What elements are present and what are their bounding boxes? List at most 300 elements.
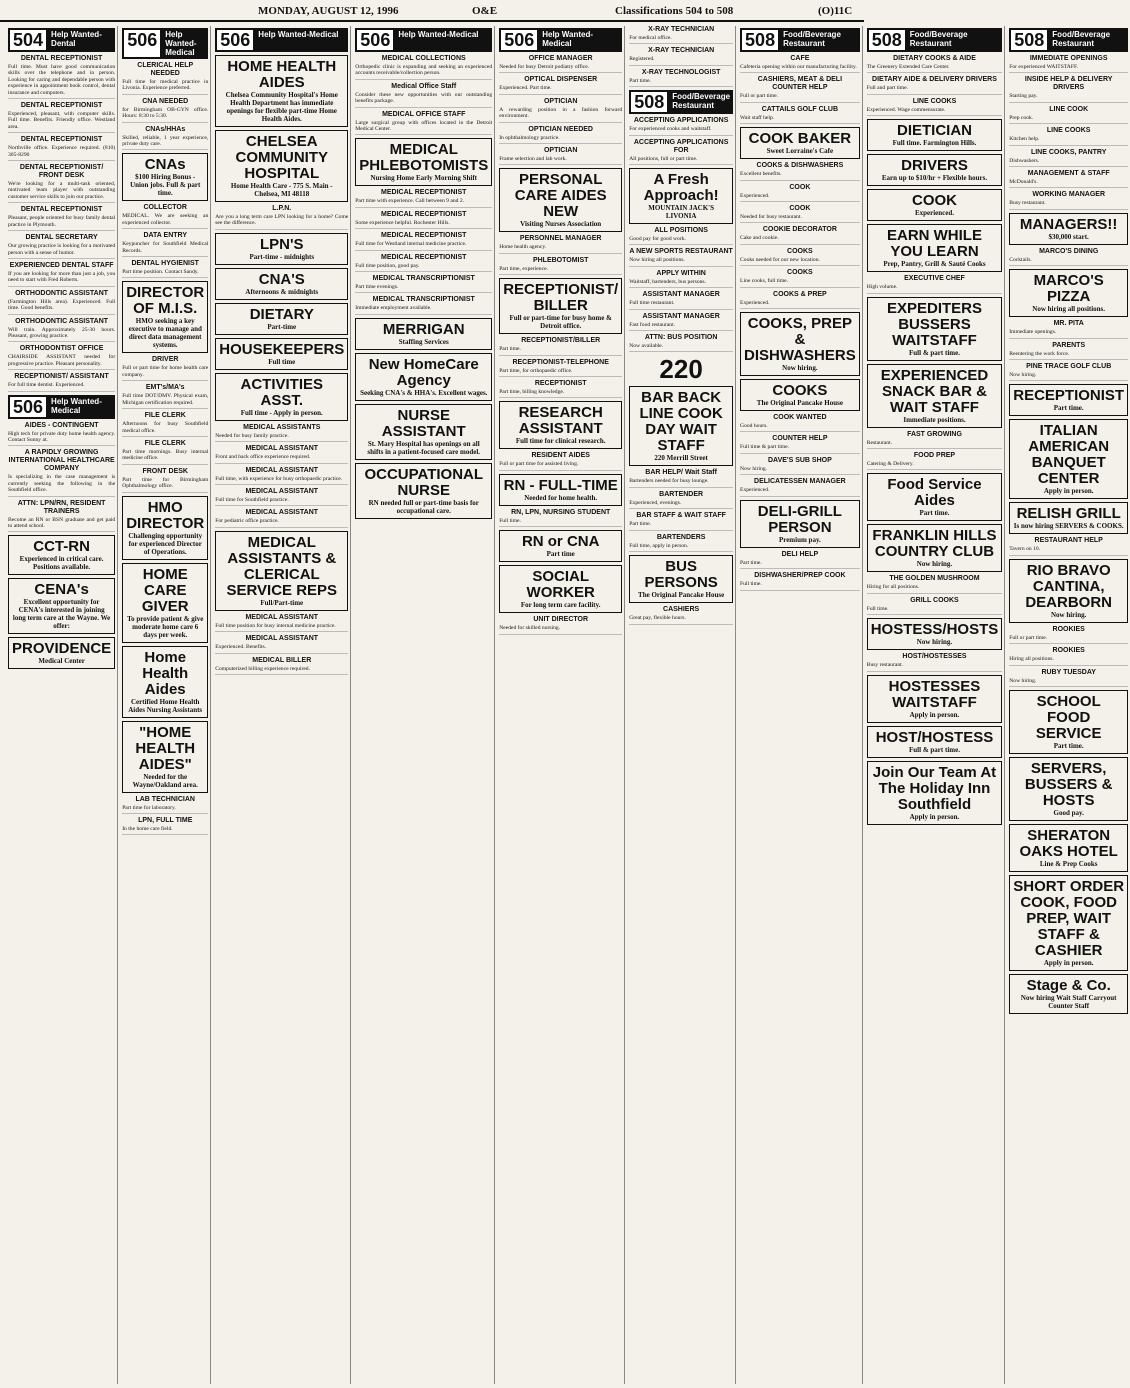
ad-body: Our growing practice is looking for a motivated person with a sense of humor. bbox=[8, 243, 116, 256]
ad-body: Cooks needed for our new location. bbox=[740, 256, 820, 263]
ad-body: Full time. bbox=[499, 517, 521, 524]
display-ad bbox=[499, 565, 622, 613]
ad-body: Full time position, good pay. bbox=[355, 262, 420, 269]
classified-ad bbox=[1009, 55, 1128, 73]
classified-ad bbox=[740, 106, 860, 124]
display-ad-title: MARCO'S PIZZA bbox=[1033, 272, 1104, 306]
column bbox=[738, 26, 863, 1384]
ad-title: COOKS & PREP bbox=[773, 290, 827, 298]
ad-body: Part time, for orthopaedic office. bbox=[499, 367, 573, 374]
display-ad-body: Needed for home health. bbox=[524, 493, 598, 502]
section-number: 506 bbox=[499, 28, 539, 52]
ad-title: X-RAY TECHNICIAN bbox=[648, 26, 715, 33]
display-ad-title: CHELSEA COMMUNITY HOSPITAL bbox=[235, 133, 329, 182]
display-ad-body: Apply in person. bbox=[1043, 487, 1094, 496]
classified-ad bbox=[122, 468, 208, 493]
classified-ad bbox=[740, 414, 860, 432]
display-ad-body: Part time. bbox=[1053, 404, 1084, 413]
ad-body: Part time evenings. bbox=[355, 284, 399, 291]
ad-title: CNAs/HHAs bbox=[145, 125, 186, 133]
ad-body: Experienced. bbox=[740, 299, 770, 306]
ad-body: Now hiring. bbox=[1009, 372, 1037, 379]
display-ad-body: St. Mary Hospital has openings on all shifts in a patient-focused care model. bbox=[367, 439, 481, 456]
classified-ad bbox=[740, 162, 860, 180]
ad-body: Experienced. Wage commensurate. bbox=[866, 106, 946, 113]
classified-ad bbox=[355, 254, 492, 272]
display-ad bbox=[867, 364, 1003, 428]
classified-ad bbox=[1009, 127, 1128, 145]
ad-title: COOKS bbox=[787, 269, 813, 277]
classified-ad bbox=[355, 189, 492, 207]
ad-title: DIETARY COOKS & AIDE bbox=[893, 55, 976, 62]
display-ad bbox=[1009, 269, 1128, 317]
ad-body: Good hours. bbox=[740, 423, 768, 430]
display-ad bbox=[867, 154, 1003, 186]
ad-title: DISHWASHER/PREP COOK bbox=[754, 572, 846, 580]
display-ad-body: $100 Hiring Bonus - Union jobs. Full & part time. bbox=[130, 173, 201, 198]
display-ad bbox=[355, 138, 492, 186]
ad-body: Experienced. bbox=[740, 192, 770, 199]
display-ad-title: EARN WHILE YOU LEARN bbox=[886, 227, 982, 261]
display-ad-title: SOCIAL WORKER bbox=[526, 568, 595, 602]
ad-title: L.P.N. bbox=[272, 205, 292, 212]
display-ad-title: CNA'S bbox=[258, 270, 305, 288]
ad-title: DATA ENTRY bbox=[143, 232, 187, 240]
display-ad-body: Now hiring. bbox=[916, 638, 953, 647]
display-ad bbox=[355, 353, 492, 401]
ad-title: ALL POSITIONS bbox=[654, 227, 708, 235]
ad-body: (Farmington Hills area). Experienced. Full time. Good benefits. bbox=[8, 298, 116, 312]
classified-ad bbox=[215, 509, 348, 527]
display-ad-title: HOME HEALTH AIDES bbox=[227, 58, 337, 91]
ad-body: Kitchen help. bbox=[1009, 136, 1040, 143]
classified-ad bbox=[355, 275, 492, 293]
ad-title: A RAPIDLY GROWING INTERNATIONAL HEALTHCARE COMPANY bbox=[8, 449, 115, 473]
ad-body: Busy restaurant. bbox=[1009, 200, 1046, 207]
classified-ad bbox=[499, 380, 622, 398]
display-ad bbox=[355, 404, 492, 460]
ad-title: LINE COOKS bbox=[1046, 127, 1091, 135]
ad-body: If you are looking for more than just a job, you need to start with Fred Roberts. bbox=[8, 270, 116, 284]
ad-body: Part time. bbox=[740, 559, 762, 566]
display-ad-body: Full time bbox=[268, 357, 296, 366]
column bbox=[865, 26, 1006, 1384]
ad-body: All positions, full or part time. bbox=[629, 155, 698, 162]
ad-title: ORTHODONTIC ASSISTANT bbox=[15, 317, 109, 325]
classified-ad bbox=[1009, 342, 1128, 360]
ad-body: Northville office. Experience required. (810) 305-8290 bbox=[8, 145, 116, 158]
display-ad bbox=[629, 386, 733, 466]
display-ad-body: Needed for the Wayne/Oakland area. bbox=[132, 772, 198, 789]
display-ad-body: Full & part time. bbox=[909, 348, 960, 357]
ad-title: ASSISTANT MANAGER bbox=[642, 312, 720, 320]
ad-title: DAVE'S SUB SHOP bbox=[767, 456, 832, 464]
ad-body: Waitstaff, bartenders, bus persons. bbox=[629, 278, 707, 285]
ad-title: MARCO'S DINING bbox=[1039, 247, 1099, 255]
display-ad-title: "HOME HEALTH AIDES" bbox=[135, 723, 196, 773]
section-label: Food/Beverage Restaurant bbox=[672, 92, 731, 111]
display-ad bbox=[1009, 824, 1128, 872]
display-ad-title: COOKS, PREP & DISHWASHERS bbox=[744, 315, 856, 365]
classified-ad bbox=[215, 445, 348, 463]
ad-body: Catering & Delivery. bbox=[866, 461, 914, 468]
ad-body: Now hiring. bbox=[1009, 677, 1037, 684]
ad-body: Pleasant, people oriented for busy family dental practice in Plymouth. bbox=[8, 215, 116, 228]
section-header bbox=[867, 28, 1003, 52]
ad-title: MEDICAL OFFICE STAFF bbox=[382, 110, 466, 118]
ad-title: GRILL COOKS bbox=[910, 596, 959, 604]
ad-body: Full time for Southfield practice. bbox=[215, 497, 289, 504]
section-label: Food/Beverage Restaurant bbox=[783, 30, 841, 48]
ad-body: Front and back office experience required. bbox=[215, 454, 311, 461]
display-ad-title: DRIVERS bbox=[901, 157, 968, 175]
ad-title: COOK bbox=[789, 183, 811, 191]
display-ad-title: A Fresh Approach! bbox=[643, 171, 719, 205]
classified-ad bbox=[867, 76, 1003, 94]
classified-ad bbox=[629, 469, 733, 487]
ad-title: MEDICAL BILLER bbox=[252, 656, 312, 664]
display-ad-title: RIO BRAVO CANTINA, DEARBORN bbox=[1025, 561, 1113, 611]
display-ad-body: Now hiring all positions. bbox=[1032, 305, 1106, 314]
section-label: Help Wanted-Medical bbox=[398, 30, 479, 39]
ad-title: MEDICAL RECEPTIONIST bbox=[381, 253, 467, 261]
ad-body: Become an RN or BSN graduate and get paid to attend school. bbox=[8, 516, 116, 529]
display-ad bbox=[867, 224, 1003, 272]
display-ad-body: Chelsea Community Hospital's Home Health Department has immediate openings for flexible part-time Home Health Aides. bbox=[225, 91, 338, 123]
display-ad-title: CCT-RN bbox=[33, 538, 90, 556]
ad-body: Full or part time for home health care company. bbox=[122, 365, 209, 378]
display-ad bbox=[1009, 690, 1128, 754]
display-ad-body: Apply in person. bbox=[909, 710, 960, 719]
display-ad bbox=[499, 401, 622, 449]
ad-body: High tech for private duty home health agency. Contact Sunny at. bbox=[8, 430, 116, 443]
display-ad-title: CNAs bbox=[144, 156, 186, 174]
page-header bbox=[0, 4, 864, 22]
classified-ad bbox=[122, 356, 208, 381]
classified-ad bbox=[122, 384, 208, 409]
ad-body: MEDICAL. We are seeking an experienced collector. bbox=[122, 213, 209, 226]
ad-body: For experienced WAITSTAFF. bbox=[1009, 64, 1079, 70]
ad-body: Part time for Birmingham Ophthalmology office. bbox=[122, 476, 209, 490]
ad-body: McDonald's. bbox=[1009, 179, 1038, 186]
ad-title: MANAGEMENT & STAFF bbox=[1027, 170, 1110, 178]
ad-body: Part time, billing knowledge. bbox=[499, 389, 565, 396]
ad-body: Prep cook. bbox=[1009, 114, 1034, 121]
ad-body: Experienced. Part time. bbox=[499, 85, 552, 92]
ad-title: COOKS & DISHWASHERS bbox=[756, 162, 844, 170]
ad-body: Needed for skilled nursing. bbox=[499, 625, 561, 632]
ad-title: OPTICIAN bbox=[543, 97, 578, 105]
ad-body: Full time. bbox=[866, 605, 889, 612]
display-ad-body: Is now hiring SERVERS & COOKS. bbox=[1013, 522, 1124, 531]
classified-ad bbox=[122, 98, 208, 123]
display-ad-title: RESEARCH ASSISTANT bbox=[518, 404, 603, 438]
ad-body: Part time with experience. Call between 9 and 2. bbox=[355, 198, 465, 205]
ad-title: RESIDENT AIDES bbox=[531, 452, 590, 460]
section-label: Help Wanted-Medical bbox=[542, 30, 594, 48]
ad-body: Great pay, flexible hours. bbox=[629, 615, 686, 622]
display-ad-body: Medical Center bbox=[38, 657, 85, 666]
classified-ad bbox=[629, 291, 733, 309]
display-ad-body: HMO seeking a key executive to manage and direct data management systems. bbox=[128, 317, 202, 350]
display-ad-body: Part-time bbox=[267, 322, 297, 331]
ad-title: A NEW SPORTS RESTAURANT bbox=[629, 248, 733, 256]
ad-title: PINE TRACE GOLF CLUB bbox=[1026, 363, 1112, 371]
classified-ad bbox=[499, 147, 622, 165]
ad-title: ATTN: LPN/RN, RESIDENT TRAINERS bbox=[17, 499, 106, 515]
ad-body: Full time, with experience for busy orthopaedic practice. bbox=[215, 475, 343, 482]
ad-body: Now hiring. bbox=[740, 465, 768, 472]
ad-title: DELICATESSEN MANAGER bbox=[754, 478, 846, 486]
display-ad bbox=[867, 473, 1003, 521]
display-ad-body: Home Health Care - 775 S. Main - Chelsea, MI 48118 bbox=[230, 182, 333, 198]
display-ad-body: Now hiring. bbox=[916, 560, 953, 569]
ad-body: Are you a long term care LPN looking for a home? Come see the difference. bbox=[215, 214, 349, 227]
display-ad-body: Certified Home Health Aides Nursing Assistants bbox=[128, 697, 203, 714]
ad-title: OPTICAL DISPENSER bbox=[524, 76, 598, 84]
classified-ad bbox=[740, 226, 860, 244]
display-ad bbox=[740, 312, 860, 376]
classified-ad bbox=[867, 431, 1003, 449]
display-ad-body: The Original Pancake House bbox=[638, 591, 725, 600]
display-ad-title: COOK BAKER bbox=[748, 130, 852, 148]
classified-ad bbox=[499, 359, 622, 377]
ad-title: MEDICAL TRANSCRIPTIONIST bbox=[372, 296, 475, 304]
section-label: Help Wanted-Dental bbox=[51, 30, 102, 48]
display-ad-title: OCCUPATIONAL NURSE bbox=[364, 465, 484, 499]
classified-ad bbox=[8, 102, 115, 133]
display-ad bbox=[1009, 757, 1128, 821]
ad-body: Part time position. Contact Sandy. bbox=[122, 269, 199, 276]
ad-body: Part time, experience. bbox=[499, 265, 548, 272]
ad-title: DELI HELP bbox=[781, 550, 819, 558]
ad-title: COOK WANTED bbox=[773, 414, 827, 422]
ad-title: COLLECTOR bbox=[143, 204, 187, 212]
ad-body: Is specializing in the case management is currently seeking the following in the Southfield office. bbox=[8, 474, 116, 494]
ad-body: Frame selection and lab work. bbox=[499, 156, 567, 163]
display-ad-body: Part time bbox=[546, 550, 575, 559]
classified-ad bbox=[215, 424, 348, 442]
classified-ad bbox=[215, 205, 348, 230]
ad-body: Registered. bbox=[629, 56, 655, 63]
classified-ad bbox=[629, 512, 733, 530]
display-ad bbox=[867, 119, 1003, 151]
display-ad-body: Challenging opportunity for experienced Director of Operations. bbox=[128, 531, 203, 556]
classified-ad bbox=[629, 117, 733, 135]
classified-ad bbox=[629, 26, 733, 44]
classified-ad bbox=[629, 334, 733, 352]
ad-body: Full time restaurant. bbox=[629, 300, 675, 307]
ad-title: ASSISTANT MANAGER bbox=[642, 291, 720, 299]
classified-ad bbox=[1009, 191, 1128, 209]
display-ad-body: Full or part-time for busy home & Detroit office. bbox=[509, 314, 612, 331]
display-ad-body: Excellent opportunity for CENA's interested in joining long term care at the Wayne. We offer: bbox=[12, 598, 111, 631]
ad-title: DENTAL SECRETARY bbox=[25, 234, 98, 242]
display-ad-body: 220 Merrill Street bbox=[654, 454, 708, 463]
display-ad bbox=[215, 531, 348, 611]
display-ad bbox=[122, 496, 208, 560]
ad-body: The Greenery Extended Care Center. bbox=[866, 64, 950, 70]
ad-body: Cocktails. bbox=[1009, 256, 1032, 263]
ad-title: RECEPTIONIST bbox=[534, 380, 587, 388]
section-number: 506 bbox=[8, 395, 48, 419]
ad-body: Full time. Must have good communication skills over the telephone and in person. Looking for caring and dependable person with experience in appointment book control, dental insurance and computers. bbox=[8, 64, 116, 96]
ad-title: MEDICAL RECEPTIONIST bbox=[381, 232, 467, 240]
ad-body: We're looking for a multi-task oriented, motivated team player with outstanding customer service skills to join our practice. bbox=[8, 181, 116, 200]
section-number: 506 bbox=[215, 28, 255, 52]
display-ad bbox=[867, 618, 1003, 650]
classified-ad bbox=[8, 449, 115, 496]
classified-ad bbox=[8, 234, 115, 259]
display-ad-title: PROVIDENCE bbox=[12, 640, 112, 658]
ad-body: Restaurant. bbox=[866, 439, 893, 446]
ad-body: Busy restaurant. bbox=[866, 662, 904, 669]
display-ad-title: BUS PERSONS bbox=[644, 558, 718, 592]
ad-body: Tavern on 10. bbox=[1009, 546, 1041, 553]
header-paper: O&E bbox=[472, 5, 498, 17]
section-label: Help Wanted-Medical bbox=[258, 30, 339, 39]
display-ad-title: RECEPTIONIST bbox=[1013, 387, 1125, 405]
ad-title: OPTICIAN NEEDED bbox=[528, 125, 593, 133]
display-ad-body: Apply in person. bbox=[909, 812, 960, 821]
ad-body: Full and part time. bbox=[866, 85, 909, 92]
ad-title: MR. PITA bbox=[1053, 320, 1084, 328]
classified-ad bbox=[1009, 106, 1128, 124]
display-ad-title: SCHOOL FOOD SERVICE bbox=[1035, 693, 1102, 743]
ad-title: ORTHODONTIC ASSISTANT bbox=[15, 289, 109, 297]
display-ad bbox=[867, 524, 1003, 572]
classified-ad bbox=[499, 76, 622, 94]
classified-ad bbox=[1009, 320, 1128, 338]
classified-ad bbox=[122, 817, 208, 835]
ad-title: BARTENDER bbox=[659, 490, 704, 498]
display-ad-body: Good pay. bbox=[1053, 809, 1084, 818]
classified-ad bbox=[499, 98, 622, 123]
section-label: Food/Beverage Restaurant bbox=[1052, 30, 1111, 48]
classified-ad bbox=[867, 55, 1003, 73]
display-ad bbox=[740, 127, 860, 159]
section-header bbox=[122, 28, 208, 59]
display-ad-title: Home Health Aides bbox=[142, 648, 189, 698]
classified-ad bbox=[8, 55, 115, 99]
ad-body: Immediate openings. bbox=[1009, 329, 1057, 336]
display-ad-body: To provide patient & give moderate home care 6 days per week. bbox=[127, 614, 204, 639]
ad-body: Reentering the work force. bbox=[1009, 350, 1070, 357]
ad-body: Full time & part time. bbox=[740, 444, 789, 451]
display-ad-body: Full time. Farmington Hills. bbox=[892, 139, 977, 148]
classified-ad bbox=[1009, 626, 1128, 644]
display-ad-body: Line & Prep Cooks bbox=[1039, 860, 1098, 869]
display-ad-body: Immediate positions. bbox=[903, 415, 966, 424]
ad-title: FILE CLERK bbox=[144, 412, 186, 420]
display-ad-title: New HomeCare Agency bbox=[368, 355, 479, 389]
ad-title: BARTENDERS bbox=[656, 533, 706, 541]
ad-body: Needed for busy Detroit podiatry office. bbox=[499, 64, 590, 70]
section-number: 508 bbox=[629, 90, 669, 114]
column bbox=[627, 26, 736, 1384]
classified-ad bbox=[8, 318, 115, 343]
ad-title: ROOKIES bbox=[1052, 625, 1085, 633]
display-ad bbox=[8, 578, 115, 634]
display-ad-body: Full & part time. bbox=[909, 745, 960, 754]
classified-ad bbox=[122, 260, 208, 278]
classified-ad bbox=[1009, 647, 1128, 665]
classified-ad bbox=[8, 136, 115, 161]
header-date: MONDAY, AUGUST 12, 1996 bbox=[258, 5, 399, 17]
section-header bbox=[629, 90, 733, 114]
display-ad-title: DIETARY bbox=[249, 305, 314, 323]
display-ad bbox=[867, 675, 1003, 723]
display-ad-body: Earn up to $10/hr + Flexible hours. bbox=[881, 174, 988, 183]
ad-body: for Birmingham OB-GYN office. Hours: 8:30 to 5:30. bbox=[122, 106, 209, 120]
ad-body: Part time. bbox=[629, 521, 651, 528]
ad-title: DENTAL RECEPTIONIST bbox=[20, 206, 103, 214]
column bbox=[353, 26, 495, 1384]
classified-ad bbox=[215, 614, 348, 632]
ad-title: RECEPTIONIST-TELEPHONE bbox=[512, 358, 609, 366]
classified-ad bbox=[740, 248, 860, 266]
classified-ad bbox=[740, 184, 860, 202]
classified-ad bbox=[8, 164, 115, 203]
classified-ad bbox=[122, 232, 208, 257]
ad-title: EXPERIENCED DENTAL STAFF bbox=[9, 261, 114, 269]
display-ad bbox=[740, 500, 860, 548]
display-ad bbox=[122, 281, 208, 353]
display-ad-body: Full/Part-time bbox=[260, 598, 304, 607]
ad-title: COOK bbox=[789, 205, 811, 213]
ad-body: Cafeteria opening within our manufacturing facility. bbox=[740, 64, 857, 70]
ad-title: FAST GROWING bbox=[907, 430, 962, 438]
section-header bbox=[1009, 28, 1128, 52]
classified-ad bbox=[122, 62, 208, 95]
ad-title: FILE CLERK bbox=[144, 439, 186, 447]
classified-ad bbox=[740, 291, 860, 309]
ad-title: ATTN: BUS POSITION bbox=[644, 334, 718, 342]
section-number: 508 bbox=[1009, 28, 1049, 52]
ad-title: FOOD PREP bbox=[913, 452, 956, 460]
display-ad-title: PERSONAL CARE AIDES NEW bbox=[514, 171, 607, 221]
ad-title: DIETARY AIDE & DELIVERY DRIVERS bbox=[872, 76, 997, 84]
ad-title: MEDICAL ASSISTANT bbox=[245, 509, 319, 517]
column bbox=[213, 26, 351, 1384]
classified-ad bbox=[215, 635, 348, 653]
display-ad-title: ACTIVITIES ASST. bbox=[240, 375, 324, 409]
display-ad-title: DIRECTOR OF M.I.S. bbox=[126, 284, 205, 318]
ad-body: Excellent benefits. bbox=[740, 171, 782, 178]
display-ad-title: Food Service Aides bbox=[887, 476, 982, 510]
classified-ad bbox=[8, 373, 115, 391]
display-ad-body: $30,000 start. bbox=[1048, 232, 1089, 241]
display-ad bbox=[499, 530, 622, 562]
ad-title: AIDES - CONTINGENT bbox=[24, 421, 99, 429]
display-ad-title: RELISH GRILL bbox=[1016, 505, 1121, 523]
display-ad-body: Full time - Apply in person. bbox=[240, 408, 323, 417]
display-ad-body: Now hiring. bbox=[1050, 610, 1087, 619]
ad-body: Starting pay. bbox=[1009, 93, 1038, 100]
display-ad bbox=[867, 761, 1003, 825]
section-header bbox=[8, 28, 115, 52]
ad-body: Part time mornings. Busy internal medicine office. bbox=[122, 448, 209, 462]
ad-body: Hiring for all positions. bbox=[866, 584, 920, 591]
ad-body: Part time. bbox=[499, 346, 521, 353]
ad-title: MEDICAL RECEPTIONIST bbox=[381, 210, 467, 218]
classified-ad bbox=[499, 509, 622, 527]
section-number: 506 bbox=[355, 28, 395, 52]
classified-ad bbox=[629, 270, 733, 288]
ad-title: ORTHODONTIST OFFICE bbox=[19, 345, 104, 353]
ad-body: For experienced cooks and waitstaff. bbox=[629, 126, 712, 133]
display-ad-title: MEDICAL ASSISTANTS & CLERICAL SERVICE REPS bbox=[226, 533, 338, 599]
